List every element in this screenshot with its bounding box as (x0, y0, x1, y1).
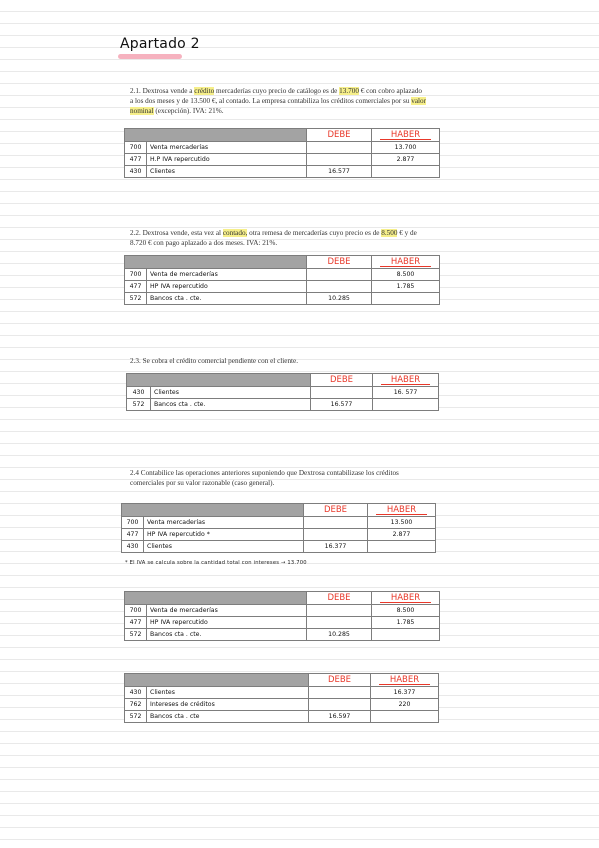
account-code: 700 (125, 605, 147, 617)
debe-header: DEBE (309, 674, 371, 687)
debe-value (307, 142, 372, 154)
haber-value: 13.700 (372, 142, 440, 154)
account-code: 700 (125, 142, 147, 154)
table-row (122, 529, 436, 541)
title-text: Apartado 2 (120, 36, 200, 52)
haber-value (373, 399, 439, 411)
account-name: Clientes (147, 687, 309, 699)
highlighted-text: 13.700 (339, 87, 359, 95)
account-name: Bancos cta . cte. (147, 293, 307, 305)
highlighted-text: crédito (194, 87, 215, 95)
table-header-row (125, 256, 440, 269)
account-name: Clientes (151, 387, 311, 399)
haber-value (371, 711, 439, 723)
highlighted-text: 8.500 (381, 229, 398, 237)
statement-text: mercaderías cuyo precio de catálogo es de (214, 87, 340, 95)
statement-text: 2.4 Contabilice las operaciones anteriores suponiendo que Dextrosa contabilizase los créditos comerciales por su valor razonable (caso general). (130, 469, 399, 487)
statement-text: otra remesa de mercaderías cuyo precio es de (247, 229, 382, 237)
table-row (125, 281, 440, 293)
header-grey-cell (125, 129, 307, 142)
account-code: 572 (125, 629, 147, 641)
haber-value: 2.877 (368, 529, 436, 541)
debe-header: DEBE (307, 592, 372, 605)
debe-value: 10.285 (307, 629, 372, 641)
account-name: Venta de mercaderías (147, 605, 307, 617)
journal-table-2-4c (124, 673, 439, 723)
account-code: 762 (125, 699, 147, 711)
debe-value (307, 605, 372, 617)
debe-value (311, 387, 373, 399)
table-row (122, 541, 436, 553)
account-code: 430 (125, 166, 147, 178)
header-grey-cell (122, 504, 304, 517)
table-row (125, 617, 440, 629)
highlighted-text: valor nominal (130, 97, 427, 115)
header-grey-cell (125, 674, 309, 687)
header-grey-cell (127, 374, 311, 387)
account-name: Clientes (144, 541, 304, 553)
statement-2-1 (130, 86, 426, 116)
account-name: Bancos cta . cte. (151, 399, 311, 411)
table-row (125, 687, 439, 699)
account-code: 477 (125, 617, 147, 629)
table-header-row (125, 592, 440, 605)
haber-value (368, 541, 436, 553)
statement-text: (excepción). IVA: 21%. (153, 107, 224, 115)
haber-header: HABER (373, 374, 439, 387)
debe-value: 16.597 (309, 711, 371, 723)
statement-text: € y de 8.720 € con pago aplazado a dos meses. IVA: 21%. (130, 229, 417, 247)
haber-value (372, 166, 440, 178)
header-grey-cell (125, 256, 307, 269)
account-code: 477 (122, 529, 144, 541)
table-row (122, 517, 436, 529)
account-name: Clientes (147, 166, 307, 178)
debe-value (309, 687, 371, 699)
haber-value (372, 293, 440, 305)
account-code: 477 (125, 281, 147, 293)
haber-value: 13.500 (368, 517, 436, 529)
table-row (125, 269, 440, 281)
haber-value: 8.500 (372, 269, 440, 281)
haber-header: HABER (372, 592, 440, 605)
haber-value: 1.785 (372, 281, 440, 293)
debe-value: 16.377 (304, 541, 368, 553)
account-name: Bancos cta . cte. (147, 629, 307, 641)
journal-table-2-4b (124, 591, 440, 641)
header-grey-cell (125, 592, 307, 605)
section-title (120, 36, 200, 52)
journal-table-2-4a (121, 503, 436, 553)
journal-table-2-3 (126, 373, 439, 411)
title-highlight (118, 54, 182, 59)
account-name: HP IVA repercutido (147, 617, 307, 629)
debe-value: 16.577 (311, 399, 373, 411)
account-code: 477 (125, 154, 147, 166)
account-code: 430 (122, 541, 144, 553)
journal-table-2-1 (124, 128, 440, 178)
table-row (125, 629, 440, 641)
table-row (125, 142, 440, 154)
table-row (125, 166, 440, 178)
haber-value: 2.877 (372, 154, 440, 166)
haber-header: HABER (372, 129, 440, 142)
account-name: Venta de mercaderías (147, 269, 307, 281)
table-row (125, 711, 439, 723)
account-name: Intereses de créditos (147, 699, 309, 711)
account-name: HP IVA repercutido * (144, 529, 304, 541)
statement-text: 2.1. Dextrosa vende a (130, 87, 195, 95)
haber-header: HABER (371, 674, 439, 687)
haber-value: 16. 577 (373, 387, 439, 399)
haber-header: HABER (368, 504, 436, 517)
table-row (127, 399, 439, 411)
account-code: 700 (125, 269, 147, 281)
account-name: H.P IVA repercutido (147, 154, 307, 166)
debe-value (307, 154, 372, 166)
table-header-row (127, 374, 439, 387)
statement-2-2 (130, 228, 426, 248)
statement-2-4 (130, 468, 426, 488)
debe-value (307, 281, 372, 293)
debe-value (304, 529, 368, 541)
debe-value: 16.577 (307, 166, 372, 178)
debe-header: DEBE (307, 256, 372, 269)
table-row (125, 699, 439, 711)
table-header-row (125, 129, 440, 142)
debe-value (307, 269, 372, 281)
account-name: Venta mercaderías (147, 142, 307, 154)
table-row (125, 154, 440, 166)
account-code: 430 (127, 387, 151, 399)
debe-header: DEBE (307, 129, 372, 142)
statement-2-3 (130, 356, 450, 366)
journal-table-2-2 (124, 255, 440, 305)
haber-value: 8.500 (372, 605, 440, 617)
statement-text: 2.2. Dextrosa vende, esta vez al (130, 229, 223, 237)
table-row (125, 605, 440, 617)
account-name: HP IVA repercutido (147, 281, 307, 293)
haber-value: 16.377 (371, 687, 439, 699)
account-code: 572 (125, 293, 147, 305)
account-code: 572 (125, 711, 147, 723)
highlighted-text: contado, (222, 229, 248, 237)
debe-value: 10.285 (307, 293, 372, 305)
account-code: 572 (127, 399, 151, 411)
haber-header: HABER (372, 256, 440, 269)
haber-value: 1.785 (372, 617, 440, 629)
account-code: 700 (122, 517, 144, 529)
account-name: Bancos cta . cte (147, 711, 309, 723)
debe-header: DEBE (304, 504, 368, 517)
debe-value (309, 699, 371, 711)
debe-value (304, 517, 368, 529)
statement-text: € con cobro aplazado a los dos meses y de 13.500 €, al contado. La empresa contabiliza los créditos comerciales por su (130, 87, 423, 105)
account-code: 430 (125, 687, 147, 699)
account-name: Venta mercaderías (144, 517, 304, 529)
table-header-row (125, 674, 439, 687)
haber-value: 220 (371, 699, 439, 711)
debe-header: DEBE (311, 374, 373, 387)
iva-note: * El IVA se calcula sobre la cantidad total con intereses → 13.700 (125, 560, 307, 566)
table-header-row (122, 504, 436, 517)
table-row (125, 293, 440, 305)
haber-value (372, 629, 440, 641)
table-row (127, 387, 439, 399)
statement-text: 2.3. Se cobra el crédito comercial pendiente con el cliente. (130, 357, 299, 365)
debe-value (307, 617, 372, 629)
